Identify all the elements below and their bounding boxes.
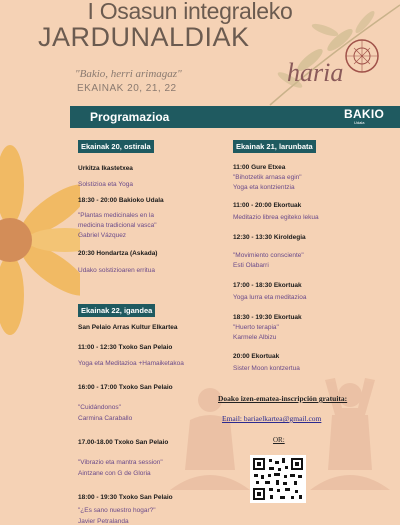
event-detail: "Movimiento consciente" [233,252,304,259]
event-title: 18:30 - 19:30 Ekortuak [233,314,302,321]
sunflower-icon [0,130,80,350]
event-detail: "Bihotzetik arnasa egin" [233,174,302,181]
title-line1: I Osasun integraleko [87,0,293,24]
event-title: 20:00 Ekortuak [233,353,280,360]
event-detail: Meditazio libreа egiteko lekua [233,214,319,221]
event-detail: Solstizioa eta Yoga [78,181,133,188]
event-detail: medicina tradicional vasca" [78,222,157,229]
event-title: San Pelaio Arras Kultur Elkartea [78,324,178,331]
event-title: 16:00 - 17:00 Txoko San Pelaio [78,384,173,391]
event-detail: Yoga eta Meditazioa +Hamaiketakoa [78,360,184,367]
haria-logo-text: haria [287,58,344,87]
event-detail: "Huerto terapia" [233,324,279,331]
bakio-logo: BAKIO [344,107,385,121]
event-detail: Yoga eta kontzientzia [233,184,295,191]
or-label: OR: [273,436,285,444]
qr-code-icon[interactable] [250,455,306,503]
event-detail: "Plantas medicinales en la [78,212,155,219]
event-detail: Esti Olabarri [233,262,269,269]
registration-label: Doako izen-ematea-inscripción gratuita: [218,394,348,403]
title-line2: JARDUNALDIAK [38,22,250,52]
event-detail: Yoga lurra eta meditazioa [233,294,307,301]
day-heading: Ekainak 21, larunbata [233,140,316,153]
program-banner-label: Programazioa [90,110,170,124]
event-detail: "Vibrazio eta mantra session" [78,459,163,466]
event-detail: Javier Petralanda [78,518,129,525]
event-detail: Karmele Albizu [233,334,277,341]
event-detail: Aintzane con G de Gloria [78,470,151,477]
event-title: 18:30 - 20:00 Bakioko Udala [78,197,164,204]
event-title: Urkitza Ikastetxea [78,165,133,172]
event-title: 20:30 Hondartza (Askada) [78,250,158,257]
event-title: 11:00 - 12:30 Txoko San Pelaio [78,344,173,351]
event-detail: Sister Moon kontzertua [233,365,300,372]
event-detail: "¿Es sano nuestro hogar?" [78,507,156,514]
event-title: 11:00 - 20:00 Ekortuak [233,202,302,209]
event-dates: EKAINAK 20, 21, 22 [77,83,177,94]
event-title: 17:00 - 18:30 Ekortuak [233,282,302,289]
event-detail: Carmina Caraballo [78,415,133,422]
event-detail: Udako solstizioaren erritua [78,267,155,274]
day-heading: Ekainak 20, ostirala [78,140,154,153]
event-title: 17.00-18.00 Txoko San Pelaio [78,439,169,446]
event-title: 11:00 Gure Etxea [233,164,286,171]
day-heading: Ekainak 22, igandea [78,304,155,317]
event-detail: "Cuidándonos" [78,404,121,411]
registration-email-link[interactable]: Email: bariaelkartea@gmail.com [222,414,322,423]
event-title: 12:30 - 13:30 Kiroldegia [233,234,306,241]
subtitle: "Bakio, herri arimagaz" [75,68,182,80]
event-detail: Gabriel Vázquez [78,232,127,239]
bakio-logo-sub: Udala [354,120,365,125]
event-title: 18:00 - 19:30 Txoko San Pelaio [78,494,173,501]
